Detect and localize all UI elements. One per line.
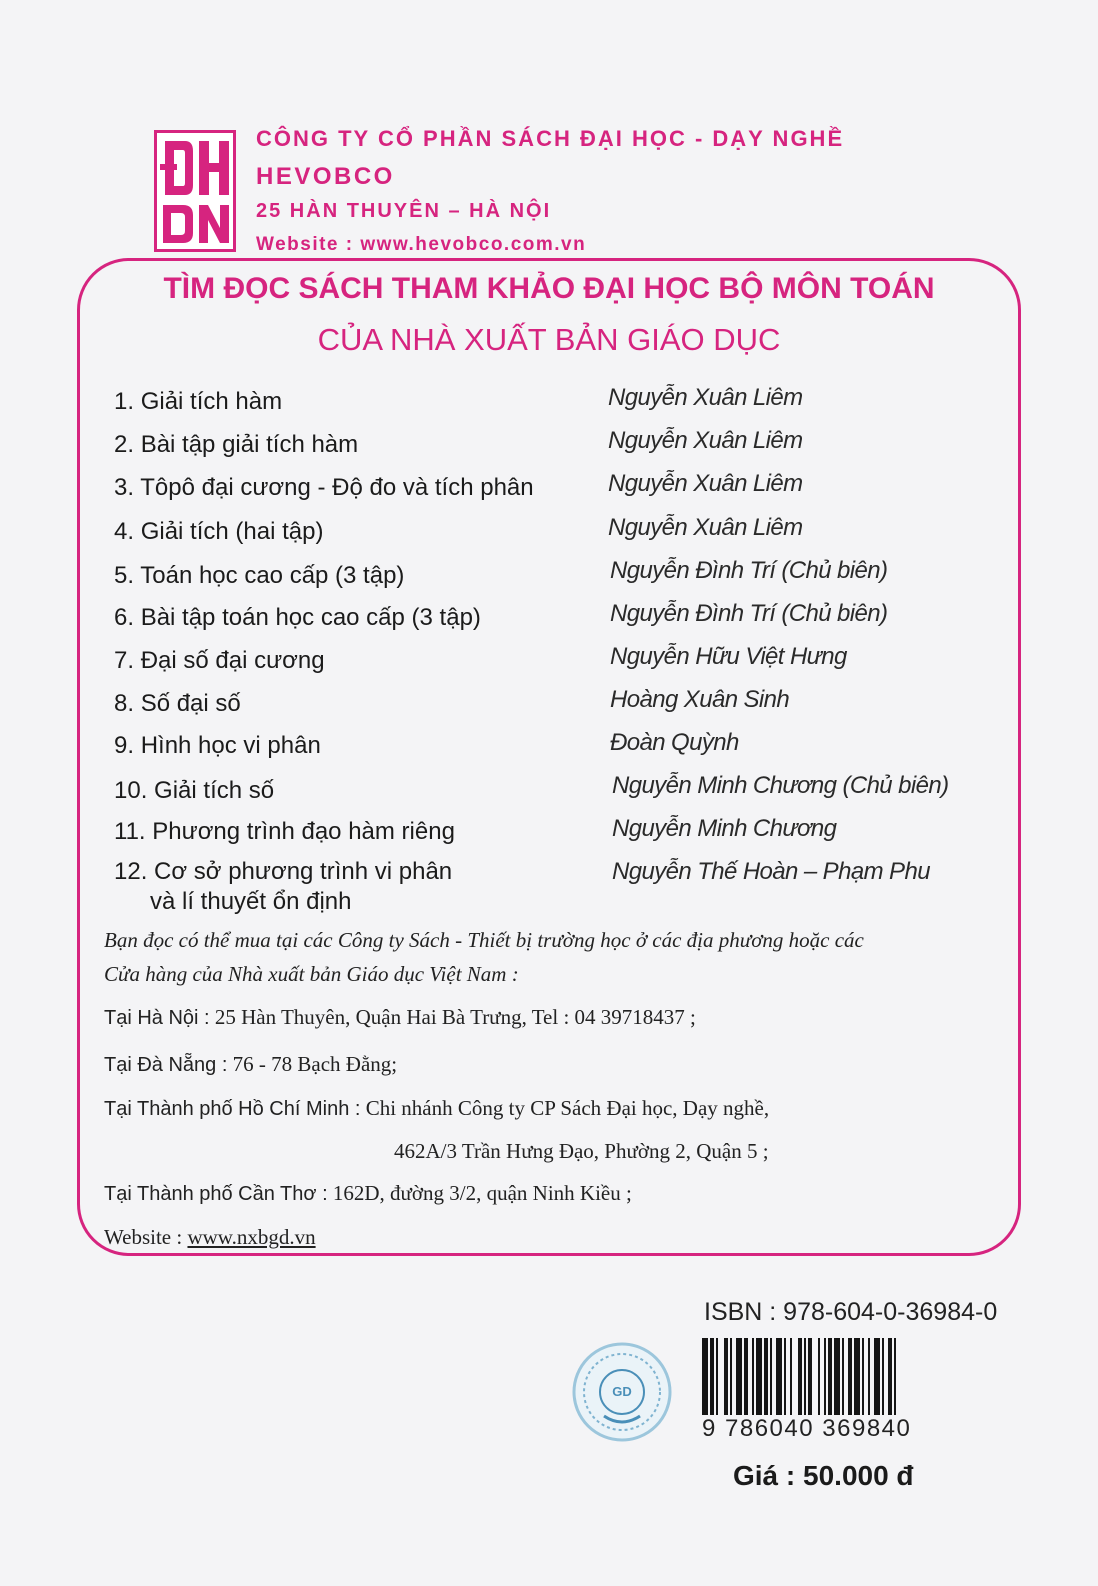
barcode-bar <box>824 1338 826 1418</box>
book-author: Nguyễn Xuân Liêm <box>608 514 803 541</box>
barcode-bar <box>854 1338 860 1418</box>
barcode-bar <box>828 1338 832 1418</box>
book-title: 9. Hình học vi phân <box>114 732 321 759</box>
barcode-bar <box>882 1338 884 1418</box>
barcode-bar <box>842 1338 844 1418</box>
store-danang: Tại Đà Nẵng : 76 - 78 Bạch Đằng; <box>104 1052 398 1076</box>
book-author: Nguyễn Xuân Liêm <box>608 427 803 454</box>
publisher-company: CÔNG TY CỔ PHẦN SÁCH ĐẠI HỌC - DẠY NGHỀ <box>256 126 845 151</box>
book-title: 11. Phương trình đạo hàm riêng <box>114 818 455 845</box>
book-title: 7. Đại số đại cương <box>114 647 325 674</box>
barcode-bar <box>818 1338 820 1418</box>
barcode-bar <box>770 1338 772 1418</box>
book-author: Nguyễn Minh Chương (Chủ biên) <box>612 772 949 799</box>
book-title: 12. Cơ sở phương trình vi phân <box>114 858 453 885</box>
barcode-bar <box>744 1338 748 1418</box>
publisher-website: Website : www.hevobco.com.vn <box>256 234 587 255</box>
frame-title: TÌM ĐỌC SÁCH THAM KHẢO ĐẠI HỌC BỘ MÔN TOÁN <box>163 272 935 305</box>
price: Giá : 50.000 đ <box>733 1460 914 1491</box>
distribution-intro: Bạn đọc có thể mua tại các Công ty Sách - Thiết bị trường học ở các địa phương hoặc các <box>104 928 864 952</box>
book-author: Nguyễn Hữu Việt Hưng <box>610 643 847 670</box>
book-title: 2. Bài tập giải tích hàm <box>114 431 359 458</box>
barcode-bar <box>752 1338 754 1418</box>
book-author: Nguyễn Xuân Liêm <box>608 384 803 411</box>
book-title: 5. Toán học cao cấp (3 tập) <box>114 562 405 589</box>
barcode-bar <box>874 1338 880 1418</box>
frame-subtitle: CỦA NHÀ XUẤT BẢN GIÁO DỤC <box>317 322 781 357</box>
book-author: Hoàng Xuân Sinh <box>610 686 790 713</box>
book-title: 3. Tôpô đại cương - Độ đo và tích phân <box>114 474 534 501</box>
book-author: Nguyễn Minh Chương <box>612 815 837 842</box>
barcode-bar <box>776 1338 782 1418</box>
barcode-bar <box>764 1338 768 1418</box>
barcode-bar <box>716 1338 718 1418</box>
book-author: Nguyễn Đình Trí (Chủ biên) <box>610 557 888 584</box>
barcode-bar <box>756 1338 762 1418</box>
barcode-bar <box>724 1338 728 1418</box>
barcode-bar <box>888 1338 892 1418</box>
publisher-brand: HEVOBCO <box>256 163 395 190</box>
distribution-website: Website : www.nxbgd.vn <box>104 1225 316 1249</box>
barcode-bar <box>798 1338 802 1418</box>
publisher-seal <box>570 1340 674 1444</box>
publisher-logo <box>154 130 236 252</box>
barcode-bar <box>710 1338 714 1418</box>
book-author: Nguyễn Đình Trí (Chủ biên) <box>610 600 888 627</box>
book-title: 10. Giải tích số <box>114 777 275 804</box>
barcode-bar <box>808 1338 812 1418</box>
barcode-bar <box>868 1338 870 1418</box>
book-title: 8. Số đại số <box>114 690 241 717</box>
barcode-bar <box>702 1338 708 1426</box>
seal-caption: GD <box>612 1384 632 1399</box>
barcode-bar <box>862 1338 864 1418</box>
store-hcmc-address: 462A/3 Trần Hưng Đạo, Phường 2, Quận 5 ; <box>394 1139 769 1163</box>
barcode-bar <box>804 1338 806 1426</box>
barcode-bar <box>848 1338 852 1418</box>
barcode-bar <box>730 1338 732 1418</box>
distribution-intro-line2: Cửa hàng của Nhà xuất bản Giáo dục Việt Nam : <box>104 962 519 986</box>
store-hcmc: Tại Thành phố Hồ Chí Minh : Chi nhánh Công ty CP Sách Đại học, Dạy nghề, <box>104 1096 770 1120</box>
book-title-continued: và lí thuyết ổn định <box>150 888 352 915</box>
website-link[interactable]: www.nxbgd.vn <box>187 1225 316 1249</box>
barcode-bar <box>784 1338 786 1418</box>
book-author: Nguyễn Xuân Liêm <box>608 470 803 497</box>
isbn-barcode <box>700 1338 970 1426</box>
book-title: 6. Bài tập toán học cao cấp (3 tập) <box>114 604 481 631</box>
barcode-bar <box>790 1338 792 1418</box>
book-title: 4. Giải tích (hai tập) <box>114 518 324 545</box>
barcode-bar <box>834 1338 840 1418</box>
store-cantho: Tại Thành phố Cần Thơ : 162D, đường 3/2, quận Ninh Kiều ; <box>104 1181 632 1205</box>
isbn: ISBN : 978-604-0-36984-0 <box>704 1298 998 1326</box>
barcode-bar <box>894 1338 896 1426</box>
book-author: Nguyễn Thế Hoàn – Phạm Phu <box>612 858 930 885</box>
publisher-address: 25 HÀN THUYÊN – HÀ NỘI <box>256 200 552 222</box>
publisher-logo-mark <box>157 133 233 249</box>
barcode-bar <box>736 1338 742 1418</box>
book-title: 1. Giải tích hàm <box>114 388 283 415</box>
store-hanoi: Tại Hà Nội : 25 Hàn Thuyên, Quận Hai Bà Trưng, Tel : 04 39718437 ; <box>104 1005 696 1029</box>
book-author: Đoàn Quỳnh <box>610 729 739 756</box>
barcode-digits: 9 786040 369840 <box>702 1415 912 1442</box>
